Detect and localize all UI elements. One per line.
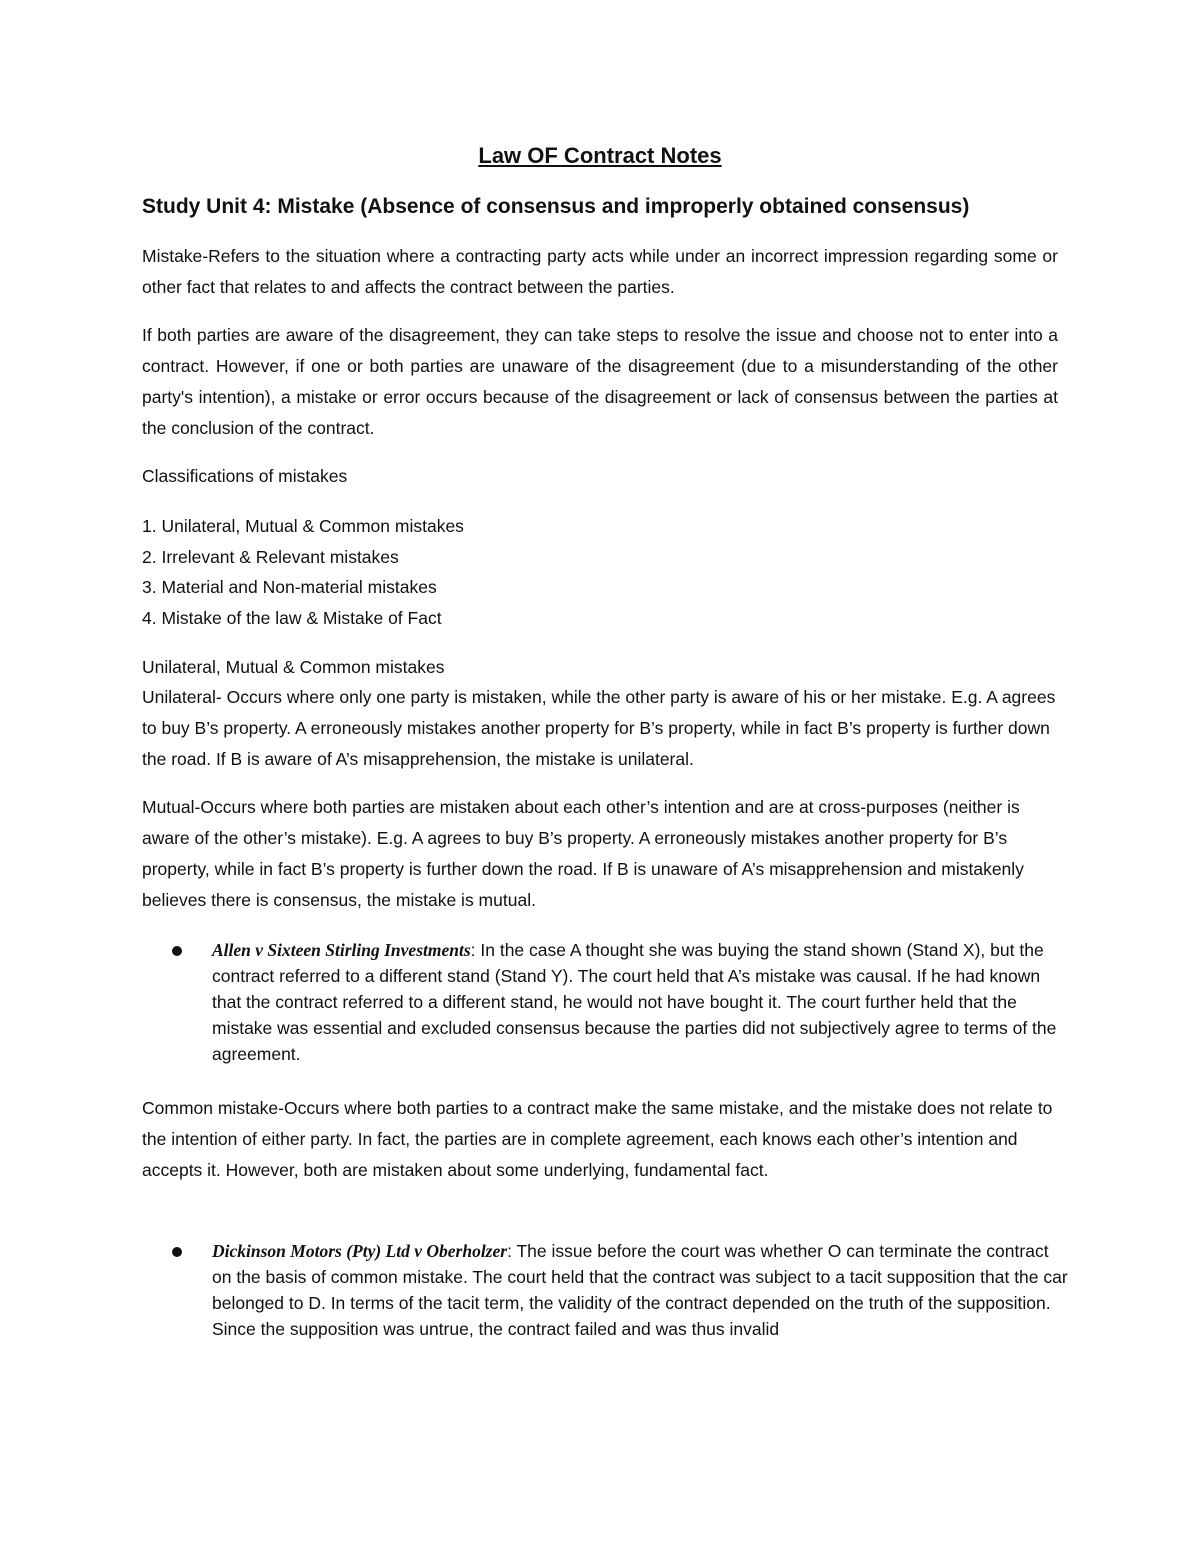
bullet-icon xyxy=(172,1247,182,1257)
case-text: : The issue before the court was whether O can terminate the contract on the basis of common mistake. The court held that the contract was subject to a tacit supposition that the car belonged to D. In terms of the tacit term, the validity of the contract depended on the truth of the supposition. Since the supposition was untrue, the contract failed and was thus invalid xyxy=(212,1241,1068,1339)
list-item: 3. Material and Non-material mistakes xyxy=(142,577,437,597)
common-paragraph: Common mistake-Occurs where both parties to a contract make the same mistake, and the mistake does not relate to the intention of either party. In fact, the parties are in complete agreement, each knows each other’s intention and accepts it. However, both are mistaken about some underlying, fundamental fact. xyxy=(142,1098,1053,1180)
case-allen xyxy=(212,937,1072,1067)
case-name: Allen v Sixteen Stirling Investments xyxy=(212,940,471,960)
mistake-definition: Mistake-Refers to the situation where a contracting party acts while under an incorrect impression regarding some or other fact that relates to and affects the contract between the parties. xyxy=(142,246,1058,297)
classifications-heading: Classifications of mistakes xyxy=(142,466,348,486)
mutual-paragraph: Mutual-Occurs where both parties are mistaken about each other’s intention and are at cross-purposes (neither is aware of the other’s mistake). E.g. A agrees to buy B’s property. A erroneously mistakes another property for B’s property, while in fact B’s property is further down the road. If B is unaware of A’s misapprehension and mistakenly believes there is consensus, the mistake is mutual. xyxy=(142,797,1024,910)
case-name: Dickinson Motors (Pty) Ltd v Oberholzer xyxy=(212,1241,508,1261)
disagreement-paragraph: If both parties are aware of the disagreement, they can take steps to resolve the issue and choose not to enter into a contract. However, if one or both parties are unaware of the disagreement (due to a misunderstanding of the other party's intention), a mistake or error occurs because of the disagreement or lack of consensus between the parties at the conclusion of the contract. xyxy=(142,325,1058,438)
list-item: 2. Irrelevant & Relevant mistakes xyxy=(142,546,399,567)
bullet-icon xyxy=(172,946,182,956)
unilateral-paragraph: Unilateral- Occurs where only one party is mistaken, while the other party is aware of his or her mistake. E.g. A agrees to buy B’s property. A erroneously mistakes another property for B’s property, while in fact B’s property is further down the road. If B is aware of A’s misapprehension, the mistake is unilateral. xyxy=(142,687,1056,769)
case-text: : In the case A thought she was buying the stand shown (Stand X), but the contract referred to a different stand (Stand Y). The court held that A’s mistake was causal. If he had known that the contract referred to a different stand, he would not have bought it. The court further held that the mistake was essential and excluded consensus because the parties did not subjectively agree to terms of the agreement. xyxy=(212,940,1057,1064)
classifications-list xyxy=(142,511,1058,633)
study-unit-heading: Study Unit 4: Mistake (Absence of consensus and improperly obtained consensus) xyxy=(142,195,970,218)
umc-heading: Unilateral, Mutual & Common mistakes xyxy=(142,657,445,677)
list-item: 1. Unilateral, Mutual & Common mistakes xyxy=(142,516,464,536)
list-item: 4. Mistake of the law & Mistake of Fact xyxy=(142,607,442,628)
case-dickinson xyxy=(212,1238,1072,1342)
document-title: Law OF Contract Notes xyxy=(478,143,722,168)
